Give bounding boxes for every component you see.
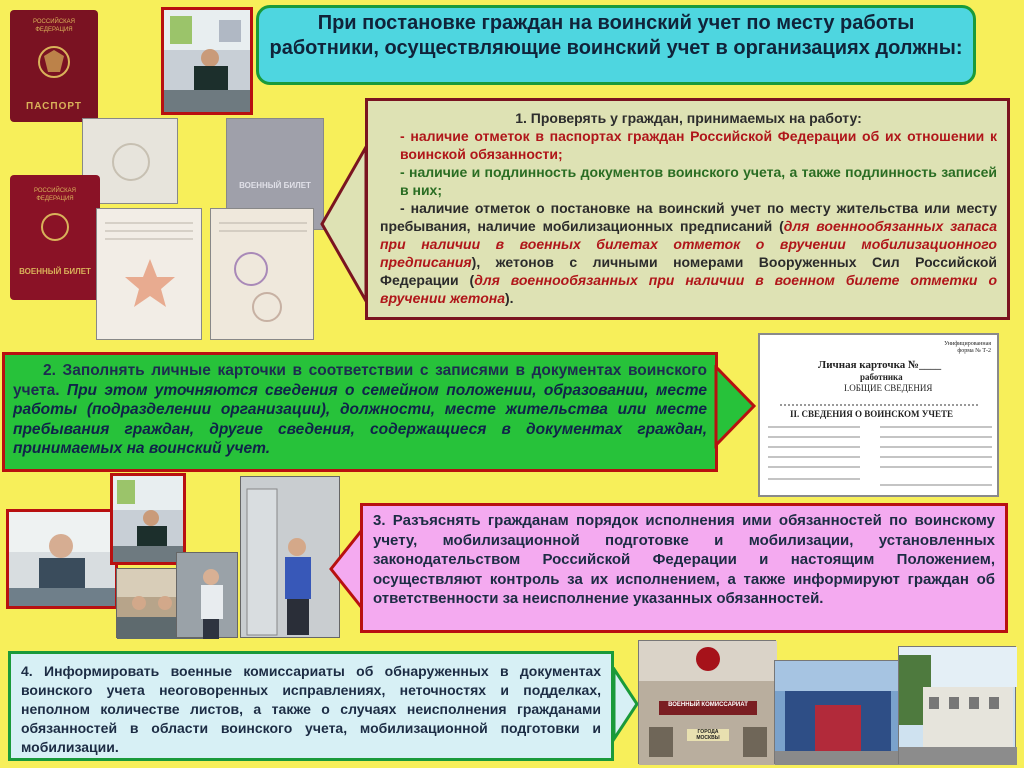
man-at-door-photo xyxy=(240,476,340,638)
card-title-3: I.ОБЩИЕ СВЕДЕНИЯ xyxy=(844,383,933,393)
arrow-right-icon-2 xyxy=(612,667,640,743)
passport-image xyxy=(10,10,98,122)
commissariat-sign-2: ГОРОДА МОСКВЫ xyxy=(687,729,729,741)
section-1-item-3-a: - наличие отметок о постановке на воинский учет по месту жительства или месту пребывания, наличие мобилизационных предписаний ( xyxy=(380,200,997,234)
white-building-photo xyxy=(898,646,1016,764)
page-title: При постановке граждан на воинский учет по месту работы работники, осуществляющие воинский учет в организациях должны: xyxy=(256,5,976,85)
section-1-item-1: - наличие отметок в паспортах граждан Российской Федерации об их отношении к воинской обязанности; xyxy=(400,128,997,162)
commissariat-sign: ВОЕННЫЙ КОМИССАРИАТ xyxy=(668,702,748,708)
section-1-box xyxy=(365,98,1010,320)
office-visit-photo xyxy=(176,552,238,638)
card-title-1: Личная карточка №____ xyxy=(818,359,942,371)
section-1-item-3-e: ). xyxy=(504,290,514,306)
section-2-part-1: 2. Заполнять личные карточки в соответствии с записями в документах воинского учета. xyxy=(13,362,707,399)
section-2-part-2: При этом уточняются сведения о семейном положении, образовании, месте работы (подразделении организации), должности, месте жительства или месте пребывания граждан, другие сведения, содержащиеся в документах граждан, принимаемых на воинский учет. xyxy=(13,381,708,457)
star-stamp-icon xyxy=(97,209,203,341)
card-title-2: работника xyxy=(860,372,903,382)
section-1-item-3-b: для военнообязанных запаса при наличии в военных билетах отметок о вручении мобилизационного предписания xyxy=(380,218,998,270)
document-stamp-page-image xyxy=(210,208,314,340)
officer-at-desk-photo xyxy=(6,509,118,609)
section-4-text: 4. Информировать военные комиссариаты об обнаруженных в документах воинского учета неоговоренных исправлениях, неточностях и подделках, неполном количестве листов, а также о случаях неисполнения гражданами обязанностей в области воинского учета, мобилизационной подготовки и мобилизации. xyxy=(21,663,601,755)
section-1-item-2: - наличие и подлинность документов воинского учета, а также подлинность записей в них; xyxy=(400,164,997,198)
office-worker-photo-2 xyxy=(110,473,186,565)
personal-card-form-image xyxy=(758,333,999,497)
modern-building-photo xyxy=(774,660,900,764)
card-corner-1: Унифицированная xyxy=(944,341,991,347)
emblem-icon xyxy=(10,205,100,255)
military-id-image xyxy=(10,175,100,300)
card-section: II. СВЕДЕНИЯ О ВОИНСКОМ УЧЕТЕ xyxy=(790,409,953,419)
military-id-bottom-text: ВОЕННЫЙ БИЛЕТ xyxy=(19,267,91,276)
section-3-box xyxy=(360,503,1008,633)
document-star-page-image xyxy=(96,208,202,340)
military-id-gray-text: ВОЕННЫЙ БИЛЕТ xyxy=(239,181,311,190)
section-4-box xyxy=(8,651,614,761)
office-worker-photo xyxy=(161,7,253,115)
section-3-text: 3. Разъяснять гражданам порядок исполнения ими обязанностей по воинскому учету, мобилизационной подготовке и мобилизации, установленных законодательством Российской Федерации и настоящим Положением, осуществляют контроль за их исполнением, а также информируют граждан об ответственности за неисполнение указанных обязанностей. xyxy=(373,512,995,607)
arrow-right-icon xyxy=(714,365,758,449)
coat-of-arms-icon xyxy=(10,38,98,88)
arrow-left-icon xyxy=(318,145,368,305)
section-1-heading: 1. Проверять у граждан, принимаемых на работу: xyxy=(515,110,862,126)
arrow-left-icon-2 xyxy=(328,528,364,612)
card-corner-2: форма № Т-2 xyxy=(957,348,991,354)
passport-top-text: РОССИЙСКАЯ ФЕДЕРАЦИЯ xyxy=(33,19,75,33)
military-id-top-text: РОССИЙСКАЯ ФЕДЕРАЦИЯ xyxy=(34,188,76,202)
section-2-box xyxy=(2,352,718,472)
passport-bottom-text: ПАСПОРТ xyxy=(26,101,82,112)
section-1-item-3 xyxy=(380,199,997,307)
section-1-item-3-d: для военнообязанных при наличии в военном билете отметки о вручении жетона xyxy=(380,272,997,306)
section-1-item-3-c: ), жетонов с личными номерами Вооруженных Сил Российской Федерации ( xyxy=(380,254,997,288)
military-commissariat-building-photo xyxy=(638,640,776,764)
